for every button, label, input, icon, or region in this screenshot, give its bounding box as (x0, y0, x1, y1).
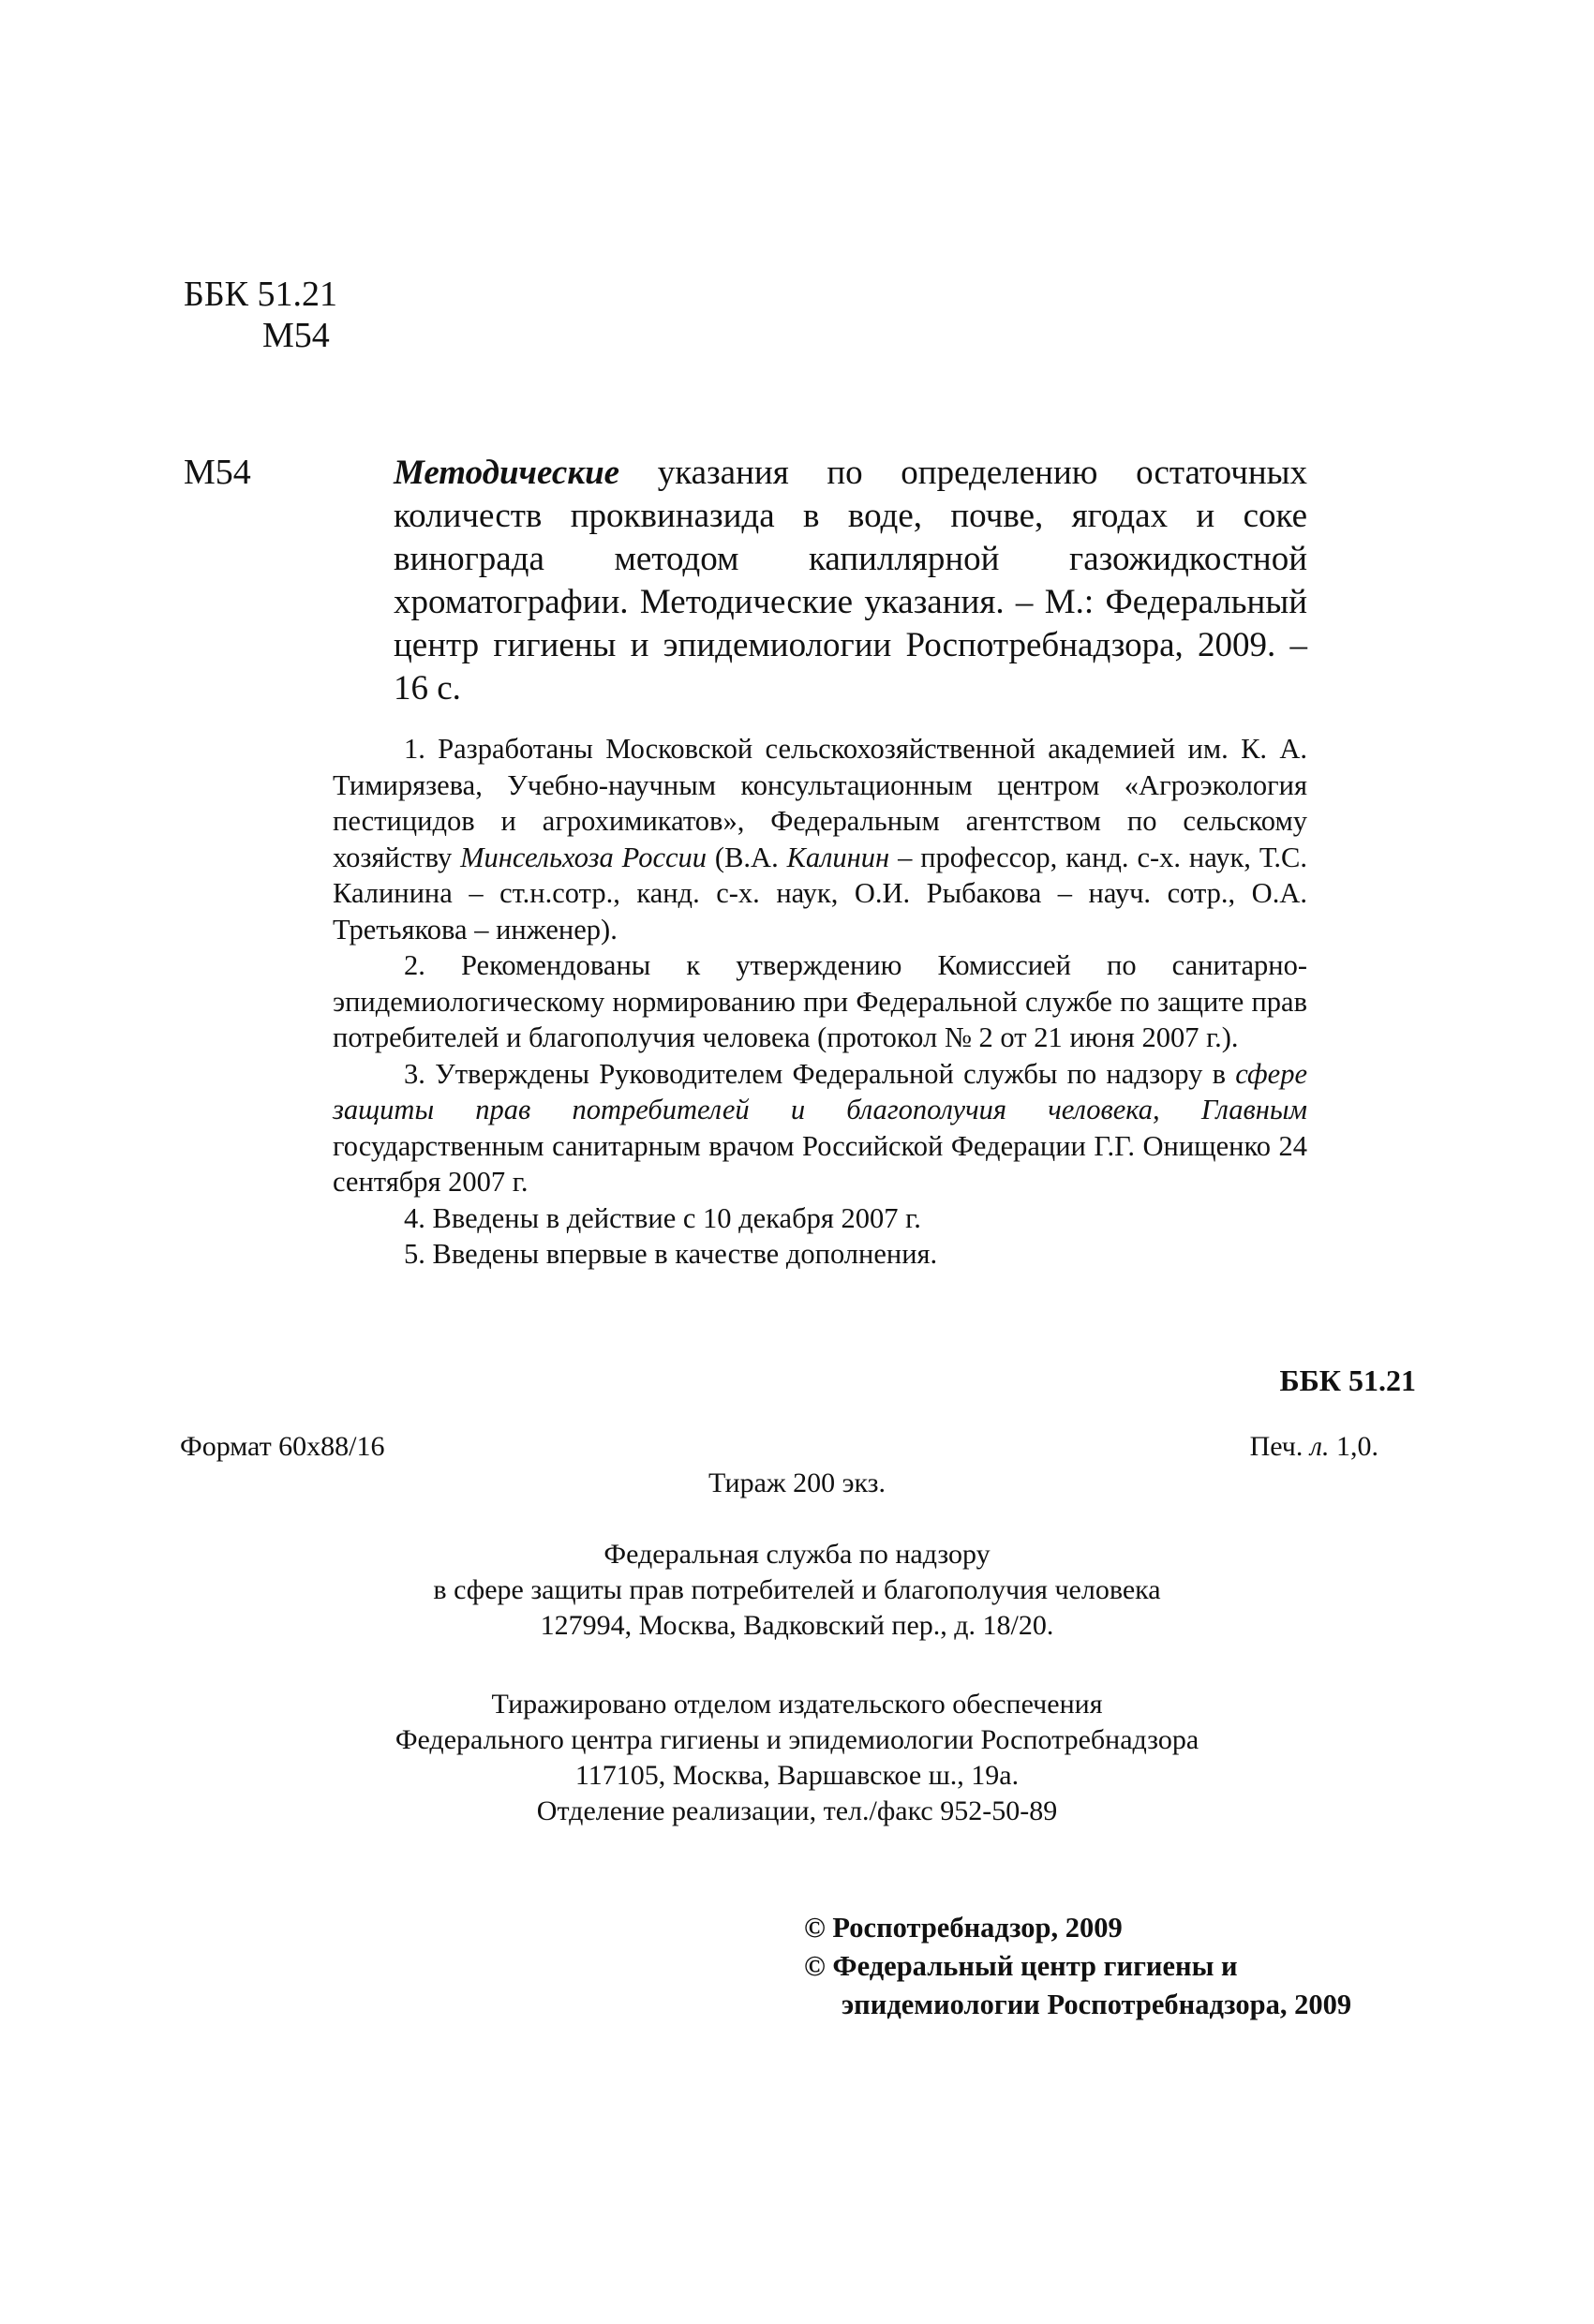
copyright-line: эпидемиологии Роспотребнадзора, 2009 (842, 1989, 1352, 2020)
note-1-text: 1. Разработаны Московской сельскохозяйственной академией им. К. А. Тимирязева, Учебно-научным консультационным центром «Агроэкология пестицидов и агрохимикатов», Федеральным агентством по сельскому хозяйству (333, 733, 1307, 873)
note-1-italic: Минсельхоза России (460, 841, 708, 873)
printed-sheets-value: 1,0. (1329, 1431, 1378, 1462)
printed-sheets-label: Печ. (1249, 1431, 1310, 1462)
bbk-number: ББК 51.21 (184, 275, 337, 314)
printer-contact: Отделение реализации, тел./факс 952-50-89 (536, 1795, 1058, 1826)
development-notes (333, 731, 1307, 1273)
copyright-line: © Роспотребнадзор, 2009 (804, 1912, 1123, 1944)
copyright-block (804, 1909, 1351, 2024)
publisher-block (0, 1537, 1594, 1644)
printed-sheets-unit: л. (1309, 1431, 1330, 1462)
note-3 (333, 1056, 1307, 1200)
annotation-title: Методические (394, 454, 620, 492)
printer-address: 117105, Москва, Варшавское ш., 19а. (574, 1760, 1020, 1791)
publisher-line: в сфере защиты прав потребителей и благополучия человека (433, 1574, 1161, 1605)
printer-block (0, 1687, 1594, 1829)
author-mark-left: М54 (184, 453, 251, 492)
note-5: 5. Введены впервые в качестве дополнения. (404, 1238, 938, 1270)
note-3-text-b: государственным санитарным врачом Российской Федерации Г.Г. Онищенко 24 сентября 2007 г. (333, 1129, 1307, 1198)
print-run: Тираж 200 экз. (708, 1467, 886, 1498)
publisher-address: 127994, Москва, Вадковский пер., д. 18/20. (540, 1610, 1054, 1641)
note-1-text-b: (В.А. (707, 841, 787, 873)
note-1-italic-2: Калинин (786, 841, 890, 873)
note-3-text: 3. Утверждены Руководителем Федеральной службы по надзору в (404, 1057, 1236, 1090)
printer-line: Федерального центра гигиены и эпидемиологии Роспотребнадзора (395, 1724, 1199, 1755)
printed-sheets (1250, 1431, 1378, 1463)
print-format: Формат 60x88/16 (180, 1431, 385, 1462)
publisher-line: Федеральная служба по надзору (603, 1539, 991, 1570)
annotation-text: указания по определению остаточных количеств проквиназида в воде, почве, ягодах и соке винограда методом капиллярной газожидкостной хроматографии. Методические указания. – М.: Федеральный центр гигиены и эпидемиологии Роспотребнадзора, 2009. – 16 с. (394, 454, 1307, 708)
copyright-line: © Федеральный центр гигиены и (804, 1950, 1238, 1982)
note-2: 2. Рекомендованы к утверждению Комиссией по санитарно-эпидемиологическому нормированию при Федеральной службе по защите прав потребителей и благополучия человека (протокол № 2 от 21 июня 2007 г.). (333, 949, 1307, 1053)
note-1 (333, 731, 1307, 947)
note-3-italic: сфере защиты прав потребителей и благополучия человека, Главным (333, 1057, 1307, 1125)
bbk-code-top (184, 274, 337, 356)
printer-line: Тиражировано отделом издательского обеспечения (491, 1689, 1103, 1720)
note-1-text-c: – профессор, канд. с-х. наук, Т.С. Калинина – ст.н.сотр., канд. с-х. наук, О.И. Рыбакова – науч. сотр., О.А. Третьякова – инженер). (333, 841, 1307, 946)
annotation-paragraph (394, 452, 1307, 710)
bbk-code-bottom: ББК 51.21 (1279, 1363, 1416, 1397)
note-4: 4. Введены в действие с 10 декабря 2007 г. (404, 1201, 921, 1234)
author-mark: М54 (262, 316, 330, 355)
